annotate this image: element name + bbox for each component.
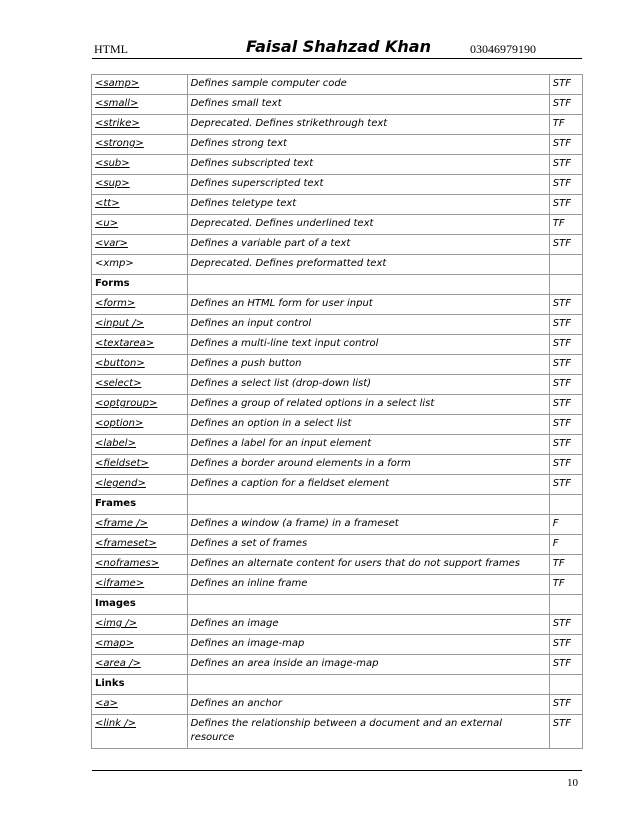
dtd-support: STF <box>549 695 582 715</box>
dtd-support <box>549 255 582 275</box>
dtd-support: STF <box>549 475 582 495</box>
tag-description: Defines a select list (drop-down list) <box>187 375 549 395</box>
section-heading: Forms <box>92 275 188 295</box>
table-row <box>92 475 583 495</box>
empty-cell <box>549 275 582 295</box>
table-row <box>92 295 583 315</box>
tag-link[interactable]: <button> <box>92 355 188 375</box>
tag-description: Defines teletype text <box>187 195 549 215</box>
tag-link[interactable]: <img /> <box>92 615 188 635</box>
table-row <box>92 655 583 675</box>
table-row <box>92 395 583 415</box>
tag-description: Defines an HTML form for user input <box>187 295 549 315</box>
tag-description: Defines a variable part of a text <box>187 235 549 255</box>
empty-cell <box>187 495 549 515</box>
table-row <box>92 355 583 375</box>
dtd-support: STF <box>549 155 582 175</box>
table-row <box>92 195 583 215</box>
tag-description: Defines a push button <box>187 355 549 375</box>
section-row <box>92 495 583 515</box>
tag-link[interactable]: <strong> <box>92 135 188 155</box>
table-row <box>92 615 583 635</box>
dtd-support: STF <box>549 715 582 749</box>
table-row <box>92 95 583 115</box>
table-row <box>92 515 583 535</box>
tag-description: Defines a group of related options in a select list <box>187 395 549 415</box>
dtd-support: TF <box>549 115 582 135</box>
table-row <box>92 75 583 95</box>
tag-link[interactable]: <input /> <box>92 315 188 335</box>
dtd-support: STF <box>549 395 582 415</box>
dtd-support: STF <box>549 415 582 435</box>
page-number: 10 <box>567 777 578 789</box>
tag-description: Defines a caption for a fieldset element <box>187 475 549 495</box>
tag-reference-table <box>91 74 583 749</box>
tag-description: Defines an image-map <box>187 635 549 655</box>
tag-description: Defines an option in a select list <box>187 415 549 435</box>
tag-description: Defines a set of frames <box>187 535 549 555</box>
tag-link[interactable]: <sub> <box>92 155 188 175</box>
dtd-support: STF <box>549 195 582 215</box>
tag-link[interactable]: <small> <box>92 95 188 115</box>
table-row <box>92 115 583 135</box>
tag-description: Defines an anchor <box>187 695 549 715</box>
dtd-support: STF <box>549 335 582 355</box>
tag-description: Defines a window (a frame) in a frameset <box>187 515 549 535</box>
tag-link[interactable]: <noframes> <box>92 555 188 575</box>
dtd-support: TF <box>549 215 582 235</box>
dtd-support: F <box>549 535 582 555</box>
dtd-support: TF <box>549 575 582 595</box>
tag-link[interactable]: <strike> <box>92 115 188 135</box>
empty-cell <box>549 595 582 615</box>
table-row <box>92 235 583 255</box>
dtd-support: STF <box>549 435 582 455</box>
dtd-support: TF <box>549 555 582 575</box>
tag-link[interactable]: <iframe> <box>92 575 188 595</box>
table-row <box>92 555 583 575</box>
table-row <box>92 135 583 155</box>
empty-cell <box>187 595 549 615</box>
footer-rule <box>92 770 582 771</box>
tag-link: <xmp> <box>92 255 188 275</box>
tag-link[interactable]: <textarea> <box>92 335 188 355</box>
table-row <box>92 175 583 195</box>
tag-description: Defines an area inside an image-map <box>187 655 549 675</box>
empty-cell <box>549 495 582 515</box>
table-row <box>92 215 583 235</box>
tag-link[interactable]: <legend> <box>92 475 188 495</box>
table-row <box>92 695 583 715</box>
tag-description: Defines sample computer code <box>187 75 549 95</box>
section-heading: Frames <box>92 495 188 515</box>
tag-description: Defines an alternate content for users that do not support frames <box>187 555 549 575</box>
table-row <box>92 335 583 355</box>
tag-link[interactable]: <area /> <box>92 655 188 675</box>
dtd-support: STF <box>549 235 582 255</box>
tag-link[interactable]: <frameset> <box>92 535 188 555</box>
table-row <box>92 415 583 435</box>
table-row <box>92 255 583 275</box>
header-phone: 03046979190 <box>470 42 536 56</box>
dtd-support: STF <box>549 355 582 375</box>
dtd-support: STF <box>549 635 582 655</box>
tag-description: Defines subscripted text <box>187 155 549 175</box>
dtd-support: STF <box>549 655 582 675</box>
tag-link[interactable]: <link /> <box>92 715 188 749</box>
dtd-support: STF <box>549 315 582 335</box>
tag-description: Deprecated. Defines underlined text <box>187 215 549 235</box>
tag-link[interactable]: <a> <box>92 695 188 715</box>
tag-description: Deprecated. Defines strikethrough text <box>187 115 549 135</box>
section-heading: Images <box>92 595 188 615</box>
table-row <box>92 455 583 475</box>
tag-description: Defines a multi-line text input control <box>187 335 549 355</box>
tag-link[interactable]: <u> <box>92 215 188 235</box>
empty-cell <box>187 275 549 295</box>
tag-link[interactable]: <map> <box>92 635 188 655</box>
section-heading: Links <box>92 675 188 695</box>
section-row <box>92 275 583 295</box>
tag-description: Deprecated. Defines preformatted text <box>187 255 549 275</box>
dtd-support: STF <box>549 135 582 155</box>
empty-cell <box>187 675 549 695</box>
empty-cell <box>549 675 582 695</box>
tag-link[interactable]: <tt> <box>92 195 188 215</box>
table-row <box>92 635 583 655</box>
tag-description: Defines a border around elements in a form <box>187 455 549 475</box>
tag-description: Defines small text <box>187 95 549 115</box>
dtd-support: STF <box>549 615 582 635</box>
dtd-support: STF <box>549 455 582 475</box>
tag-link[interactable]: <var> <box>92 235 188 255</box>
dtd-support: STF <box>549 175 582 195</box>
section-row <box>92 675 583 695</box>
table-row <box>92 715 583 749</box>
tag-link[interactable]: <sup> <box>92 175 188 195</box>
tag-link[interactable]: <optgroup> <box>92 395 188 415</box>
tag-description: Defines superscripted text <box>187 175 549 195</box>
page-header <box>92 36 582 59</box>
tag-link[interactable]: <frame /> <box>92 515 188 535</box>
table-row <box>92 575 583 595</box>
dtd-support: STF <box>549 75 582 95</box>
dtd-support: STF <box>549 375 582 395</box>
tag-description: Defines strong text <box>187 135 549 155</box>
tag-description: Defines an inline frame <box>187 575 549 595</box>
tag-description: Defines an input control <box>187 315 549 335</box>
table-row <box>92 155 583 175</box>
header-author: Faisal Shahzad Khan <box>246 37 431 56</box>
section-row <box>92 595 583 615</box>
tag-description: Defines the relationship between a document and an external resource <box>187 715 549 749</box>
tag-link[interactable]: <option> <box>92 415 188 435</box>
table-row <box>92 375 583 395</box>
dtd-support: STF <box>549 295 582 315</box>
dtd-support: STF <box>549 95 582 115</box>
tag-link[interactable]: <label> <box>92 435 188 455</box>
tag-description: Defines a label for an input element <box>187 435 549 455</box>
dtd-support: F <box>549 515 582 535</box>
header-subject: HTML <box>94 42 128 56</box>
tag-link[interactable]: <samp> <box>92 75 188 95</box>
tag-link[interactable]: <select> <box>92 375 188 395</box>
tag-link[interactable]: <fieldset> <box>92 455 188 475</box>
tag-description: Defines an image <box>187 615 549 635</box>
table-row <box>92 435 583 455</box>
table-row <box>92 535 583 555</box>
table-row <box>92 315 583 335</box>
tag-link[interactable]: <form> <box>92 295 188 315</box>
